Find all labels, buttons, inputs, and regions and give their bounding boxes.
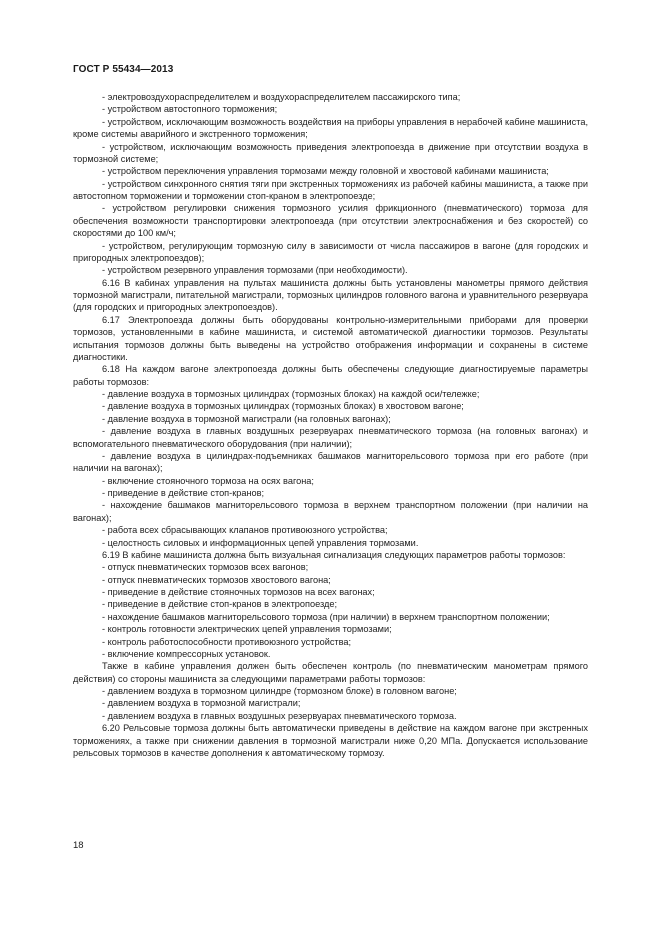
paragraph: - устройством, исключающим возможность воздействия на приборы управления в нерабочей кабине машиниста, кроме системы аварийного и экстренного торможения; (73, 116, 588, 140)
paragraph: - приведение в действие стояночных тормозов на всех вагонах; (102, 587, 375, 597)
paragraph: - работа всех сбрасывающих клапанов противоюзного устройства; (102, 525, 388, 536)
paragraph: - отпуск пневматических тормозов всех вагонов; (102, 562, 309, 573)
paragraph: - давление воздуха в тормозных цилиндрах (тормозных блоках) в хвостовом вагоне; (102, 401, 464, 412)
paragraph: 6.18 На каждом вагоне электропоезда должны быть обеспечены следующие диагностируемые параметры работы тормозов: (73, 364, 588, 387)
paragraph: - давлением воздуха в тормозном цилиндре (тормозном блоке) в головном вагоне; (102, 686, 457, 696)
paragraph: - устройством синхронного снятия тяги при экстренных торможениях из рабочей кабины машиниста, а также при автостопном торможении и торможении стоп-краном в электропоезде; (73, 178, 588, 201)
paragraph: - включение компрессорных установок. (102, 648, 271, 659)
paragraph: - давление воздуха в тормозных цилиндрах (тормозных блоках) на каждой оси/тележке; (102, 389, 480, 399)
paragraph: - приведение в действие стоп-кранов; (102, 488, 265, 498)
paragraph: - контроль готовности электрических цепей управления тормозами; (102, 624, 392, 635)
paragraph: - давлением воздуха в тормозной магистрали; (102, 698, 301, 709)
paragraph: - электровоздухораспределителем и воздухораспределителем пассажирского типа; (102, 92, 461, 102)
paragraph: - устройством, регулирующим тормозную силу в зависимости от числа пассажиров в вагоне (для городских и пригородных электропоездов); (73, 240, 588, 263)
paragraph: - отпуск пневматических тормозов хвостового вагона; (102, 574, 331, 585)
paragraph: - давление воздуха в главных воздушных резервуарах пневматического тормоза (на головных вагонах) и вспомогательного пневматического оборудования (при наличии); (73, 426, 588, 449)
paragraph: - нахождение башмаков магниторельсового тормоза (при наличии) в верхнем транспортном положении; (102, 611, 550, 622)
paragraph: 6.19 В кабине машиниста должна быть визуальная сигнализация следующих параметров работы тормозов: (102, 549, 566, 560)
paragraph: 6.16 В кабинах управления на пультах машиниста должны быть установлены манометры прямого действия тормозной магистрали, питательной магистрали, тормозных цилиндров головного вагона и уравнительного резервуара (для городских и пригородных электропоездов). (73, 277, 588, 313)
paragraph: 6.20 Рельсовые тормоза должны быть автоматически приведены в действие на каждом вагоне при экстренных торможениях, а также при снижении давления в тормозной магистрали ниже 0,20 МПа. Допускается использование рельсовых тормозов в качестве дополнения к автоматическому тормозу. (73, 723, 588, 758)
paragraph: - устройством, исключающим возможность приведения электропоезда в движение при отсутствии воздуха в тормозной системе; (73, 141, 588, 164)
page-number: 18 (73, 840, 84, 851)
paragraph: - устройством переключения управления тормозами между головной и хвостовой кабинами машиниста; (102, 166, 549, 177)
paragraph: - устройством регулировки снижения тормозного усилия фрикционного (пневматического) тормоза для обеспечения возможности транспортировки электропоезда (при отсутствии электроснабжения и без скоростей) со скоростями до 100 км/ч; (73, 203, 588, 239)
paragraph: - давление воздуха в тормозной магистрали (на головных вагонах); (102, 413, 391, 424)
paragraph: Также в кабине управления должен быть обеспечен контроль (по пневматическим манометрам прямого действия) со стороны машиниста за следующими параметрами работы тормозов: (73, 661, 588, 684)
paragraph: - давлением воздуха в главных воздушных резервуарах пневматического тормоза. (102, 710, 457, 721)
paragraph: - целостность силовых и информационных цепей управления тормозами. (102, 537, 419, 548)
paragraph: - приведение в действие стоп-кранов в электропоезде; (102, 599, 338, 610)
paragraph: - нахождение башмаков магниторельсового тормоза в верхнем транспортном положении (при наличии на вагонах); (73, 500, 588, 523)
document-body (73, 91, 588, 759)
paragraph: 6.17 Электропоезда должны быть оборудованы контрольно-измерительными приборами для проверки тормозов, установленными в кабине машиниста, и системой автоматической диагностики тормозов. Результаты испытания тормозов должны быть выведены на устройство отображения информации и сохранены в системе диагностики. (73, 314, 588, 362)
paragraph: - включение стояночного тормоза на осях вагона; (102, 475, 314, 486)
paragraph: - устройством резервного управления тормозами (при необходимости). (102, 265, 408, 276)
paragraph: - устройством автостопного торможения; (102, 104, 278, 115)
paragraph: - давление воздуха в цилиндрах-подъемниках башмаков магниторельсового тормоза при его работе (при наличии на вагонах); (73, 450, 588, 474)
standard-header: ГОСТ Р 55434—2013 (73, 64, 174, 75)
paragraph: - контроль работоспособности противоюзного устройства; (102, 636, 352, 647)
